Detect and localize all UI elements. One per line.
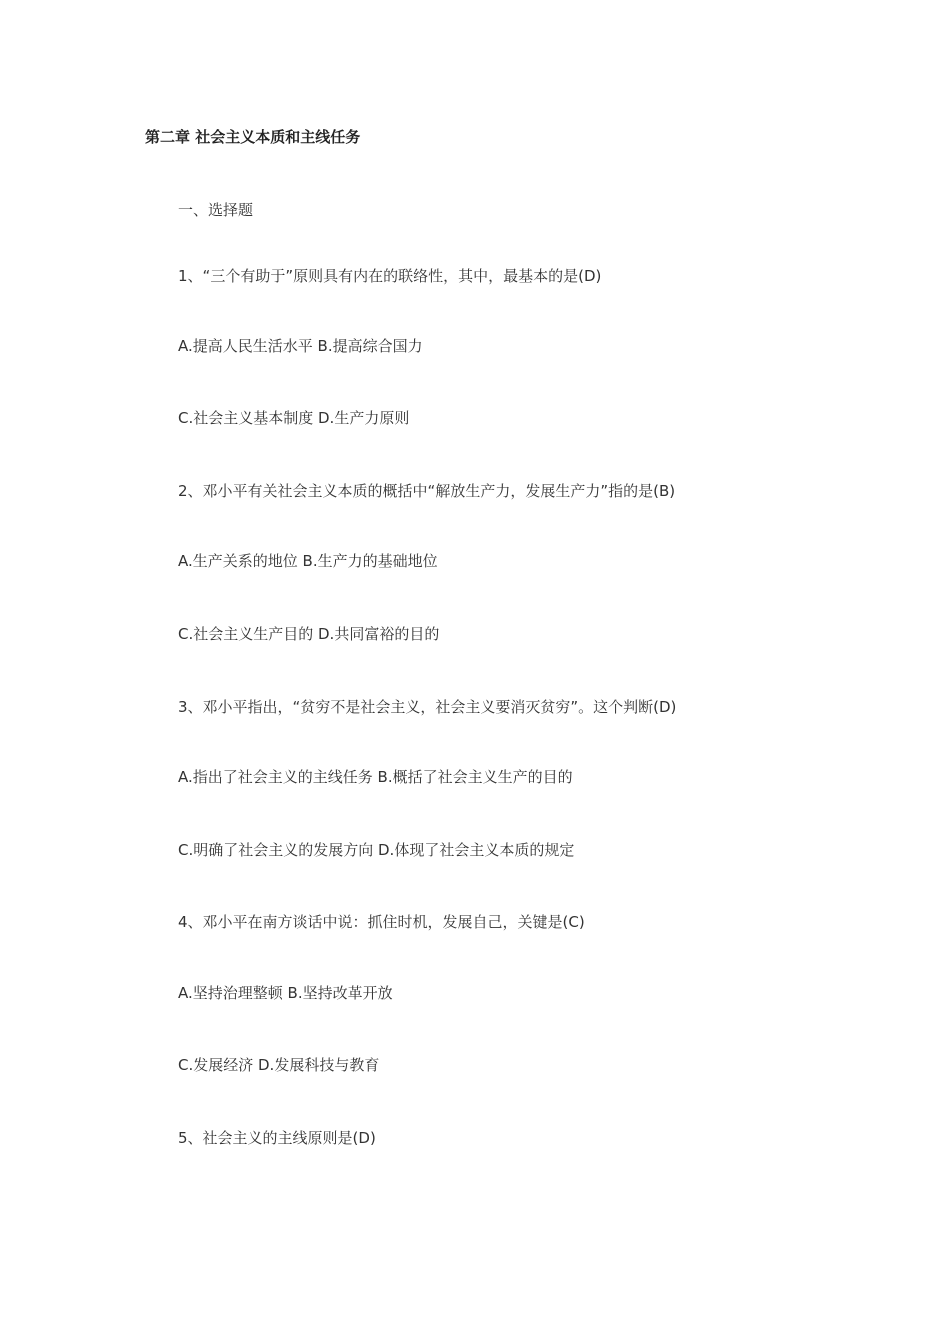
question-4-options-cd: C.发展经济 D.发展科技与教育 (178, 1056, 380, 1074)
question-3-options-cd: C.明确了社会主义的发展方向 D.体现了社会主义本质的规定 (178, 841, 575, 859)
question-2: 2、邓小平有关社会主义本质的概括中“解放生产力，发展生产力”指的是(B) (178, 482, 676, 500)
question-3-options-ab: A.指出了社会主义的主线任务 B.概括了社会主义生产的目的 (178, 768, 573, 786)
chapter-title: 第二章 社会主义本质和主线任务 (145, 128, 361, 146)
question-2-options-ab: A.生产关系的地位 B.生产力的基础地位 (178, 552, 438, 570)
question-2-options-cd: C.社会主义生产目的 D.共同富裕的目的 (178, 625, 440, 643)
question-5: 5、社会主义的主线原则是(D) (178, 1129, 376, 1147)
question-4-options-ab: A.坚持治理整顿 B.坚持改革开放 (178, 984, 393, 1002)
question-3: 3、邓小平指出，“贫穷不是社会主义，社会主义要消灭贫穷”。这个判断(D) (178, 698, 677, 716)
question-1: 1、“三个有助于”原则具有内在的联络性，其中，最基本的是(D) (178, 267, 602, 285)
question-1-options-cd: C.社会主义基本制度 D.生产力原则 (178, 409, 410, 427)
section-heading: 一、选择题 (178, 201, 254, 219)
question-1-options-ab: A.提高人民生活水平 B.提高综合国力 (178, 337, 423, 355)
question-4: 4、邓小平在南方谈话中说：抓住时机，发展自己，关键是(C) (178, 913, 585, 931)
